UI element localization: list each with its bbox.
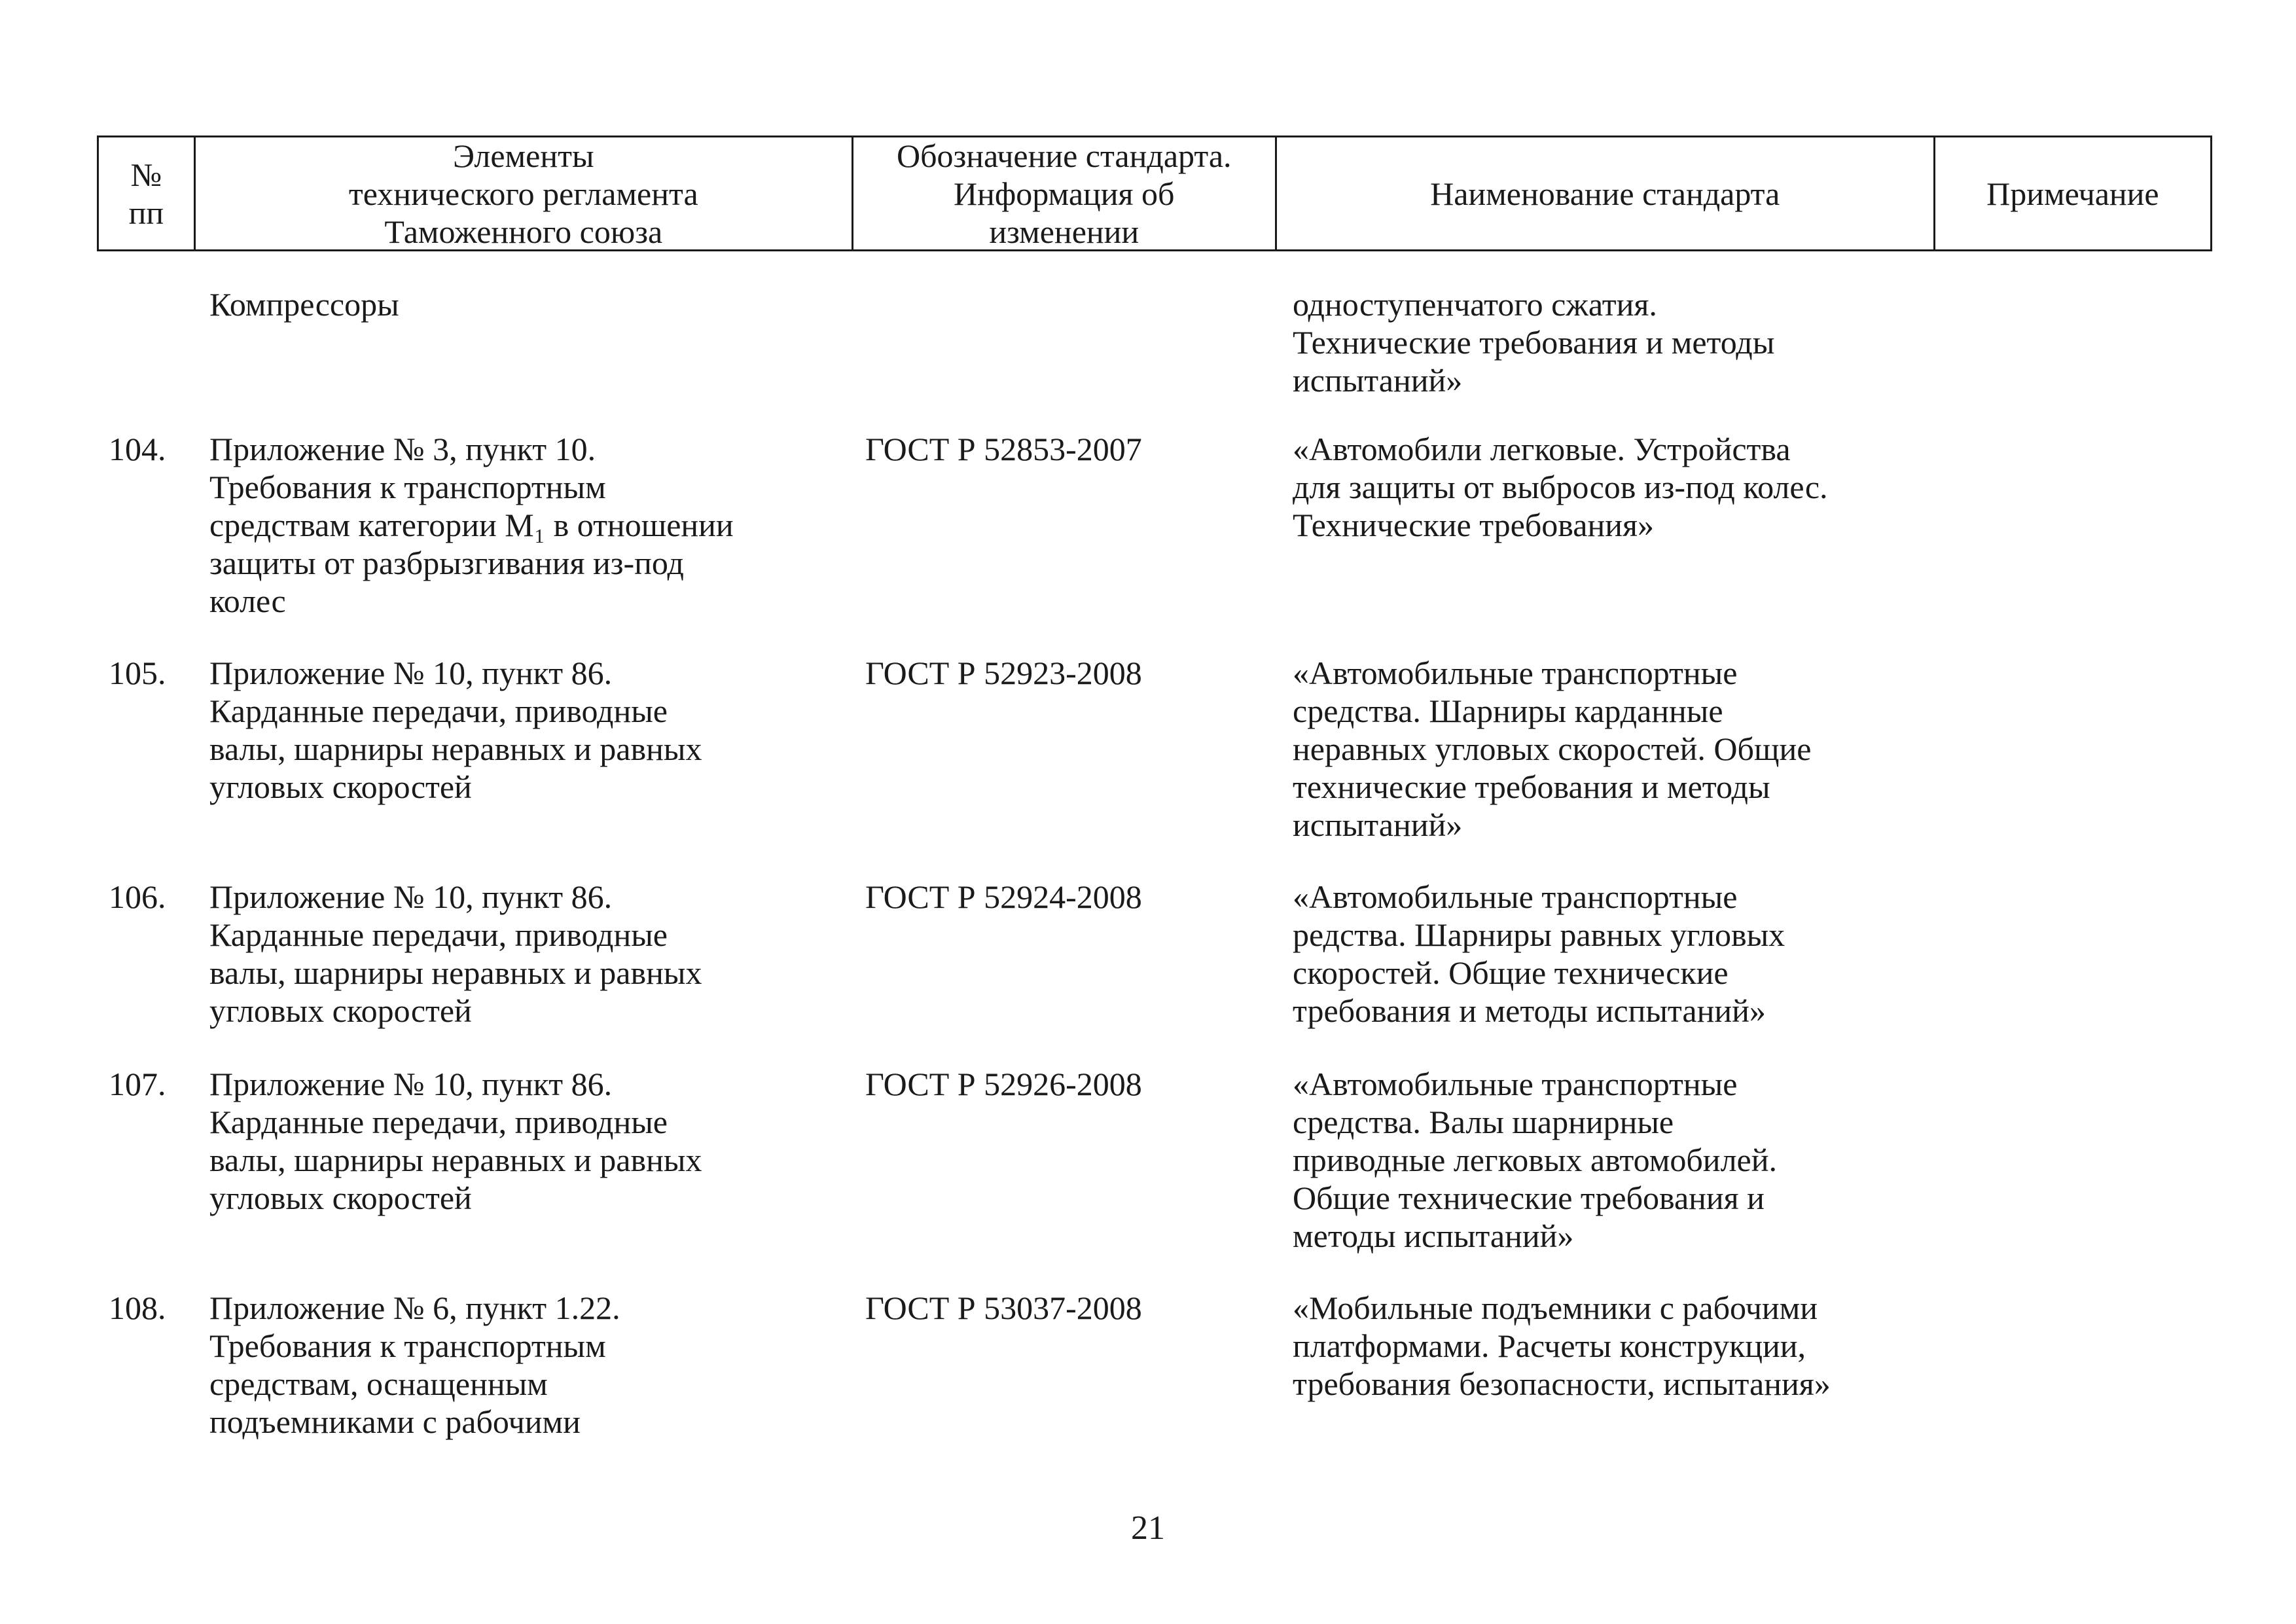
row-number: 107. — [109, 1066, 166, 1102]
row-elements: Приложение № 10, пункт 86. Карданные передачи, приводные валы, шарниры неравных и равных угловых скоростей — [209, 655, 702, 805]
row-standard-name: одноступенчатого сжатия. Технические требования и методы испытаний» — [1293, 286, 1775, 399]
row-elements: Приложение № 6, пункт 1.22. Требования к транспортным средствам, оснащенным подъемниками с рабочими — [209, 1290, 620, 1440]
row-gost: ГОСТ Р 52926-2008 — [865, 1066, 1142, 1102]
row-number: 106. — [109, 878, 166, 915]
header-designation: Обозначение стандарта. Информация об изменении — [853, 137, 1277, 249]
row-gost: ГОСТ Р 53037-2008 — [865, 1290, 1142, 1326]
header-elements: Элементы технического регламента Таможенного союза — [196, 137, 853, 249]
page-number: 21 — [1131, 1509, 1165, 1547]
row-gost: ГОСТ Р 52924-2008 — [865, 878, 1142, 915]
row-elements: Приложение № 3, пункт 10. Требования к транспортным средствам категории М₁ в отношении защиты от разбрызгивания из-под колес — [209, 431, 734, 619]
row-elements: Приложение № 10, пункт 86. Карданные передачи, приводные валы, шарниры неравных и равных угловых скоростей — [209, 1066, 702, 1216]
header-note: Примечание — [1986, 175, 2159, 212]
row-number: 108. — [109, 1290, 166, 1326]
row-standard-name: «Автомобильные транспортные средства. Шарниры карданные неравных угловых скоростей. Общие технические требования и методы испытаний» — [1293, 655, 1812, 843]
row-elements: Компрессоры — [209, 286, 399, 323]
table-header — [97, 135, 2212, 251]
row-gost: ГОСТ Р 52923-2008 — [865, 655, 1142, 691]
row-number: 104. — [109, 431, 166, 467]
row-standard-name: «Автомобильные транспортные средства. Валы шарнирные приводные легковых автомобилей. Общие технические требования и методы испытаний» — [1293, 1066, 1777, 1254]
header-standard-name: Наименование стандарта — [1277, 137, 1935, 249]
row-standard-name: «Автомобильные транспортные редства. Шарниры равных угловых скоростей. Общие технические требования и методы испытаний» — [1293, 878, 1785, 1029]
row-gost: ГОСТ Р 52853-2007 — [865, 431, 1142, 467]
row-standard-name: «Автомобили легковые. Устройства для защиты от выбросов из-под колес. Технические требования» — [1293, 431, 1828, 543]
header-number: № пп — [99, 137, 196, 249]
row-elements: Приложение № 10, пункт 86. Карданные передачи, приводные валы, шарниры неравных и равных угловых скоростей — [209, 878, 702, 1029]
row-number: 105. — [109, 655, 166, 691]
row-standard-name: «Мобильные подъемники с рабочими платформами. Расчеты конструкции, требования безопасности, испытания» — [1293, 1290, 1831, 1402]
